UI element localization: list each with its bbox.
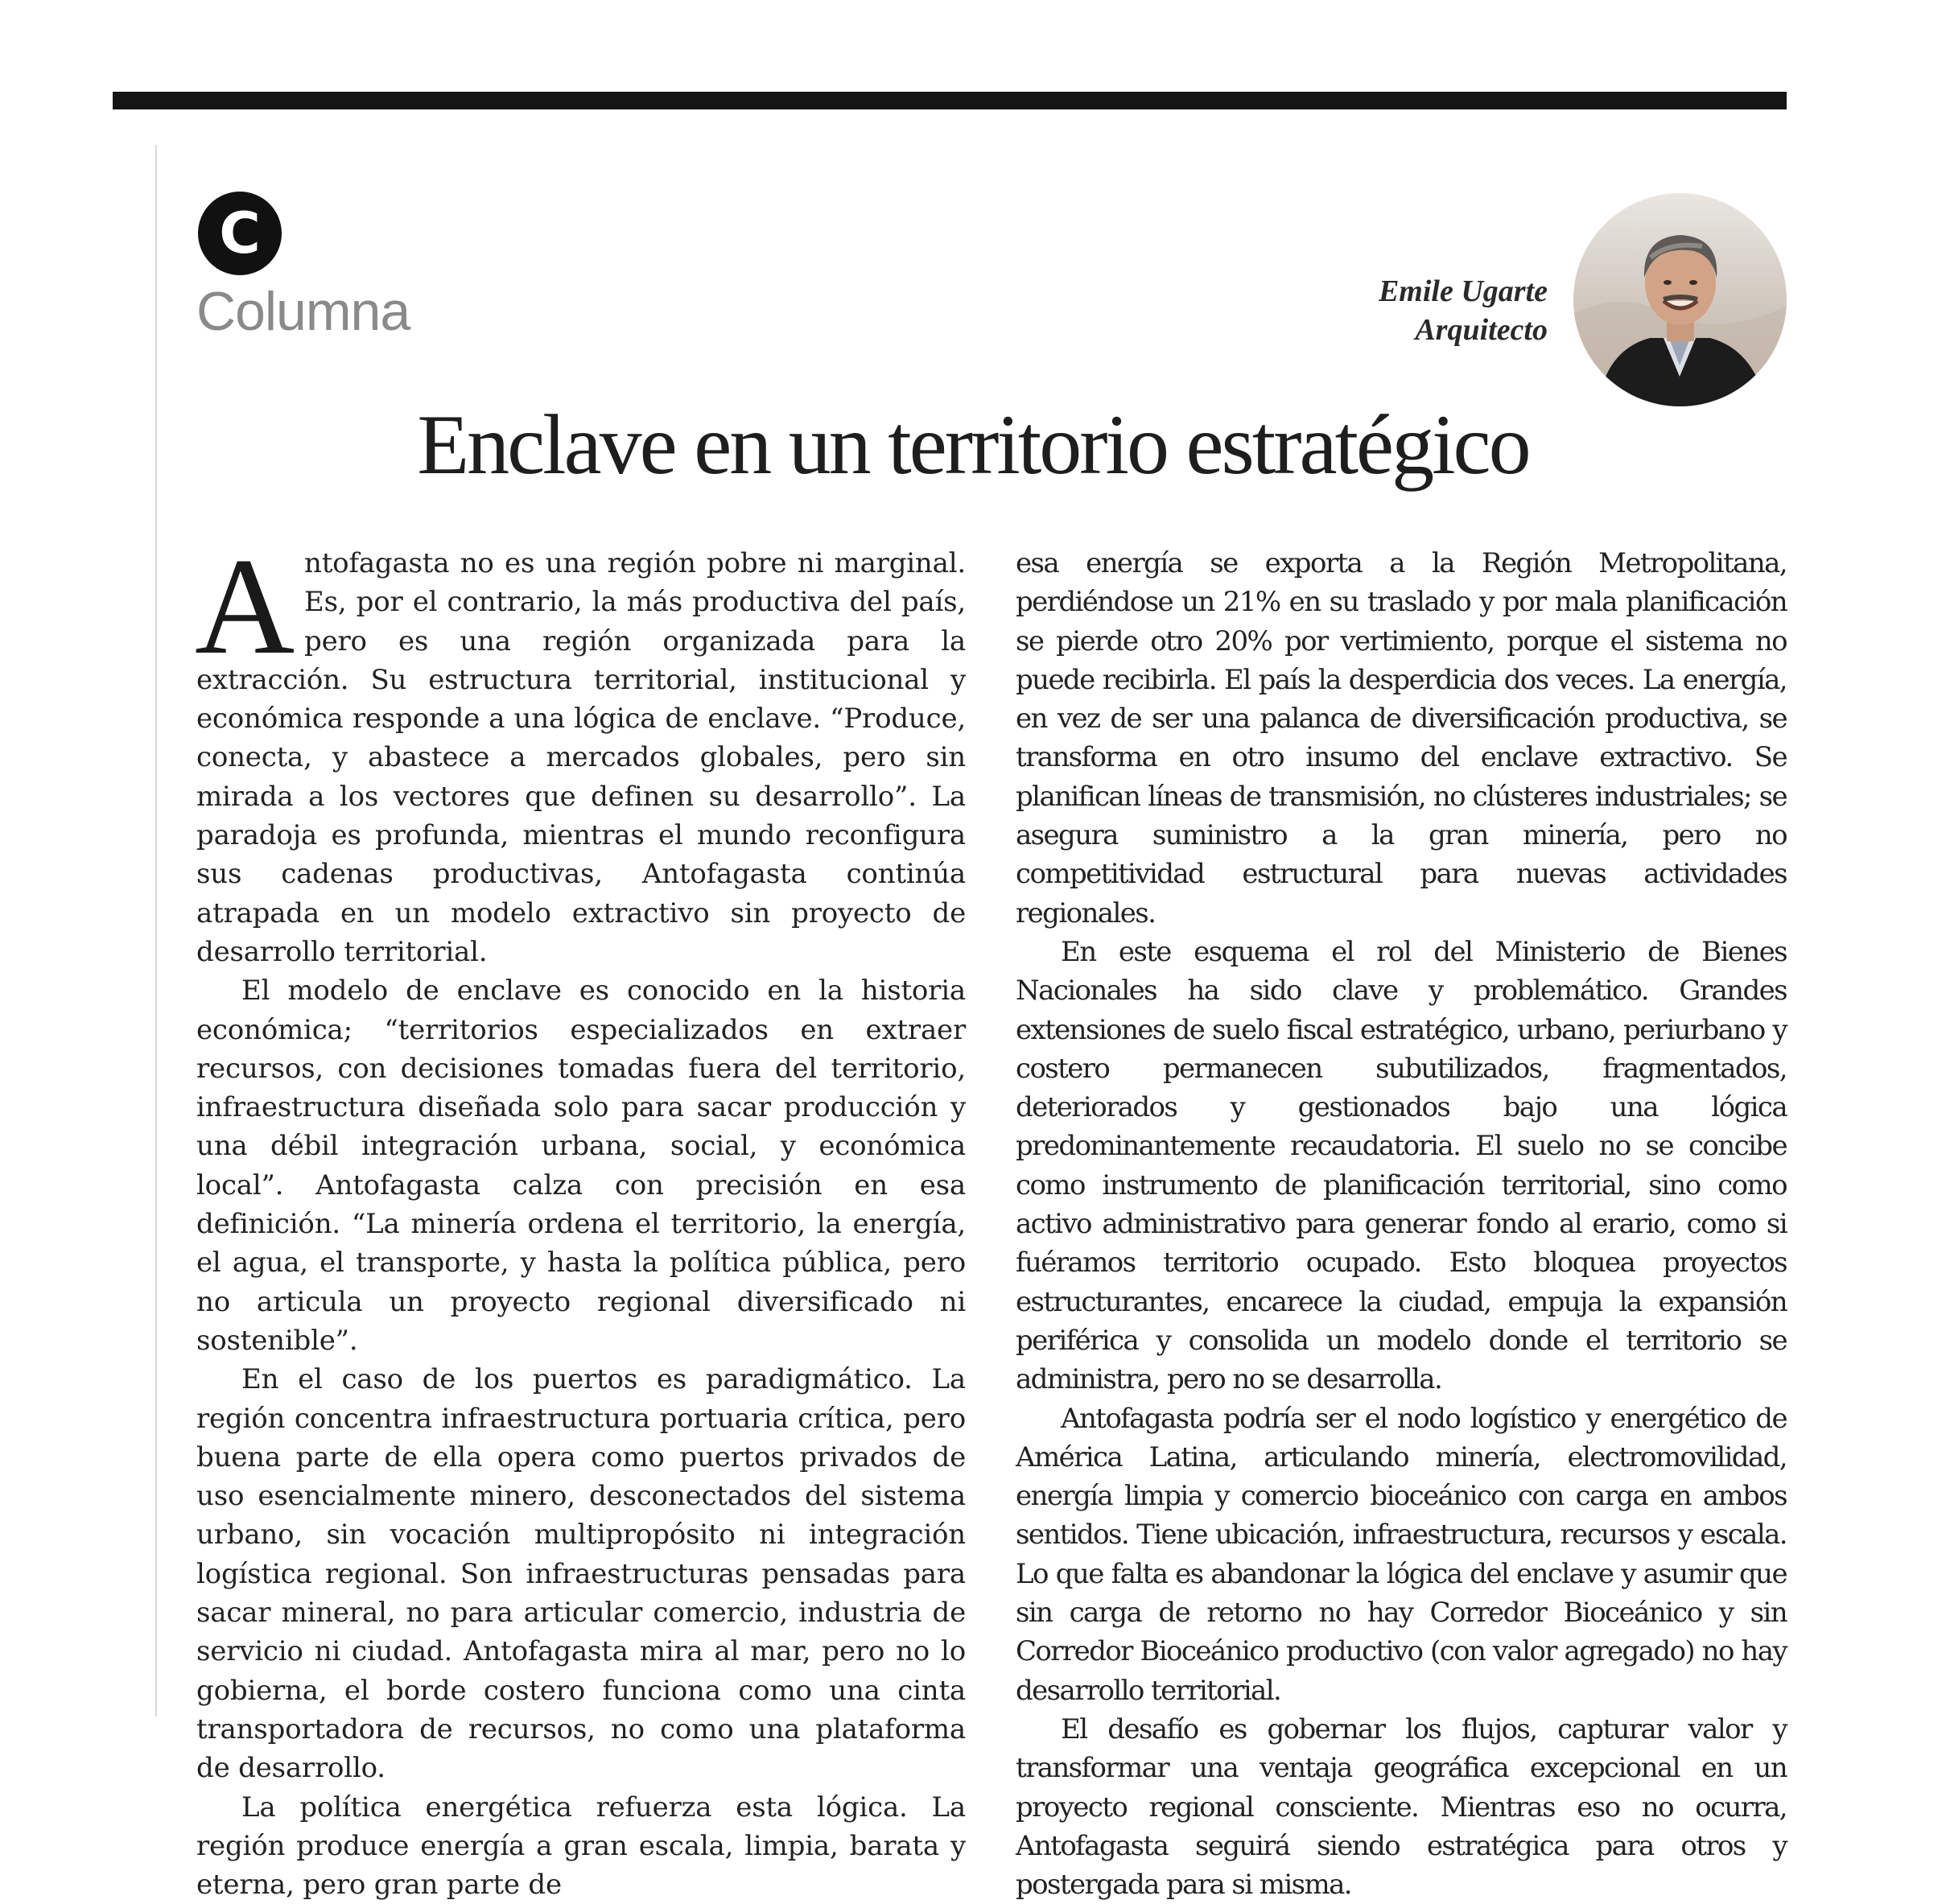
top-rule xyxy=(113,92,1787,109)
paragraph-4-continued: esa energía se exporta a la Región Metropolitana, perdiéndose un 21% en su traslado y por mala planificación se pierde otro 20% por vertimiento, porque el sistema no puede recibirla. El país la desperdicia dos veces. La energía, en vez de ser una palanca de diversificación productiva, se transforma en otro insumo del enclave extractivo. Se planifican líneas de transmisión, no clústeres industriales; se asegura suministro a la gran minería, pero no competitividad estructural para nuevas actividades regionales. xyxy=(1016,544,1787,933)
drop-cap: A xyxy=(195,555,295,658)
paragraph-7: El desafío es gobernar los flujos, capturar valor y transformar una ventaja geográfica excepcional en un proyecto regional consciente. Mientras eso no ocurra, Antofagasta seguirá siendo estratégica para otros y postergada para si misma. xyxy=(1016,1710,1787,1904)
paragraph-6: Antofagasta podría ser el nodo logístico y energético de América Latina, articulando minería, electromovilidad, energía limpia y comercio bioceánico con carga en ambos sentidos. Tiene ubicación, infraestructura, recursos y escala. Lo que falta es abandonar la lógica del enclave y asumir que sin carga de retorno no hay Corredor Bioceánico y sin Corredor Bioceánico productivo (con valor agregado) no hay desarrollo territorial. xyxy=(1016,1399,1787,1710)
author-portrait-image xyxy=(1573,193,1787,406)
section-logo: C xyxy=(198,192,282,275)
section-label: Columna xyxy=(196,280,410,343)
headline: Enclave en un territorio estratégico xyxy=(0,396,1946,494)
paragraph-1 xyxy=(196,544,966,971)
article-column-right xyxy=(1016,544,1787,1904)
author-byline xyxy=(1379,272,1548,349)
author-name: Emile Ugarte xyxy=(1379,272,1548,311)
margin-line xyxy=(155,145,157,1716)
paragraph-3: En el caso de los puertos es paradigmático. La región concentra infraestructura portuaria crítica, pero buena parte de ella opera como puertos privados de uso esencialmente minero, desconectados del sistema urbano, sin vocación multipropósito ni integración logística regional. Son infraestructuras pensadas para sacar mineral, no para articular comercio, industria de servicio ni ciudad. Antofagasta mira al mar, pero no lo gobierna, el borde costero funciona como una cinta transportadora de recursos, no como una plataforma de desarrollo. xyxy=(196,1360,966,1787)
author-photo xyxy=(1573,193,1787,406)
article-column-left xyxy=(196,544,966,1904)
paragraph-2: El modelo de enclave es conocido en la historia económica; “territorios especializados en extraer recursos, con decisiones tomadas fuera del territorio, infraestructura diseñada solo para sacar producción y una débil integración urbana, social, y económica local”. Antofagasta calza con precisión en esa definición. “La minería ordena el territorio, la energía, el agua, el transporte, y hasta la política pública, pero no articula un proyecto regional diversificado ni sostenible”. xyxy=(196,971,966,1360)
paragraph-4: La política energética refuerza esta lógica. La región produce energía a gran escala, limpia, barata y eterna, pero gran parte de xyxy=(196,1788,966,1904)
paragraph-5: En este esquema el rol del Ministerio de Bienes Nacionales ha sido clave y problemático. Grandes extensiones de suelo fiscal estratégico, urbano, periurbano y costero permanecen subutilizados, fragmentados, deteriorados y gestionados bajo una lógica predominantemente recaudatoria. El suelo no se concibe como instrumento de planificación territorial, sino como activo administrativo para generar fondo al erario, como si fuéramos territorio ocupado. Esto bloquea proyectos estructurantes, encarece la ciudad, empuja la expansión periférica y consolida un modelo donde el territorio se administra, pero no se desarrolla. xyxy=(1016,933,1787,1399)
paragraph-1-text: ntofagasta no es una región pobre ni marginal. Es, por el contrario, la más productiva del país, pero es una región organizada para la extracción. Su estructura territorial, institucional y económica responde a una lógica de enclave. “Produce, conecta, y abastece a mercados globales, pero sin mirada a los vectores que definen su desarrollo”. La paradoja es profunda, mientras el mundo reconfigura sus cadenas productivas, Antofagasta continúa atrapada en un modelo extractivo sin proyecto de desarrollo territorial. xyxy=(196,547,966,968)
author-role: Arquitecto xyxy=(1379,311,1548,349)
